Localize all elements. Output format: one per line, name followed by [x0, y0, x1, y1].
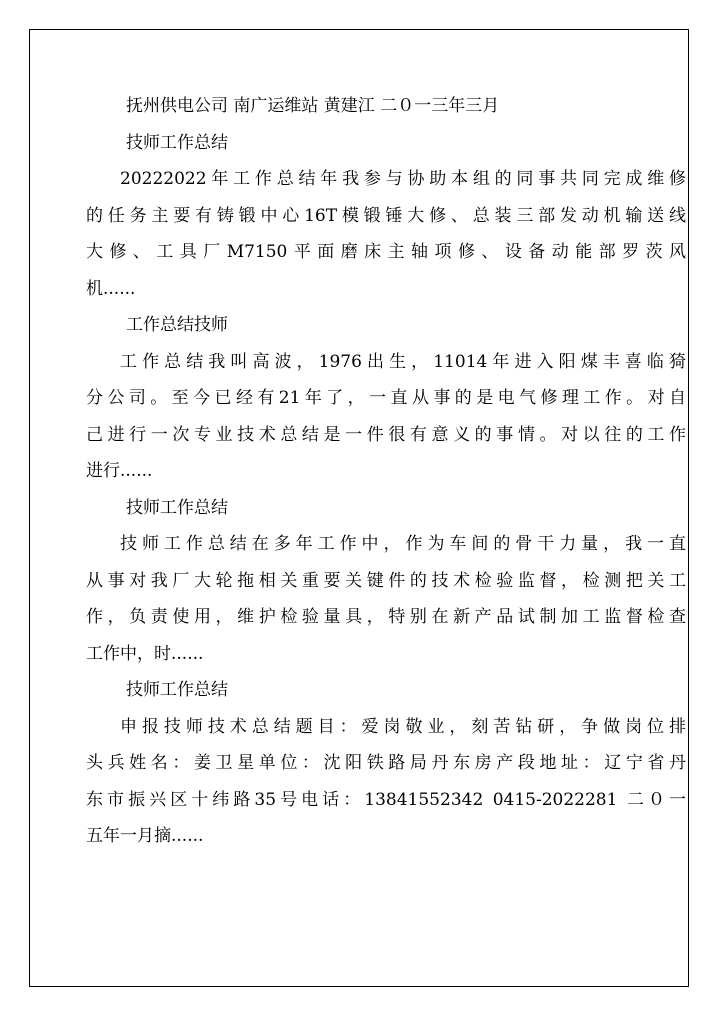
section-heading: 工作总结技师 [126, 315, 228, 335]
paragraph-line: 技师工作总结在多年工作中，作为车间的骨干力量，我一直 [120, 534, 686, 554]
paragraph-line: 申报技师技术总结题目：爱岗敬业，刻苦钻研，争做岗位排 [120, 716, 686, 737]
section-heading: 技师工作总结 [126, 497, 228, 518]
section-heading: 技师工作总结 [126, 680, 228, 700]
paragraph-line: 的任务主要有铸锻中心16T模锻锤大修、总装三部发动机输送线 [86, 205, 686, 226]
paragraph-line: 机...... [86, 278, 136, 299]
paragraph-line: 东市振兴区十纬路35号电话：13841552342 0415-2022281 二０一 [86, 789, 686, 810]
paragraph-line: 五年一月摘...... [86, 826, 204, 846]
paragraph-line: 工作总结我叫高波，1976出生，11014年进入阳煤丰喜临猗 [120, 351, 686, 372]
paragraph-line: 从事对我厂大轮拖相关重要关键件的技术检验监督，检测把关工 [86, 570, 686, 591]
paragraph-line: 作，负责使用，维护检验量具，特别在新产品试制加工监督检查 [86, 607, 686, 627]
section-heading: 技师工作总结 [126, 132, 228, 153]
paragraph-line: 分公司。至今已经有21年了，一直从事的是电气修理工作。对自 [86, 388, 686, 408]
paragraph-line: 大修、工具厂M7150平面磨床主轴项修、设备动能部罗茨风 [86, 242, 686, 262]
document-body [86, 88, 688, 855]
paragraph-line: 工作中，时...... [86, 643, 204, 664]
paragraph-line: 头兵姓名：姜卫星单位：沈阳铁路局丹东房产段地址：辽宁省丹 [86, 753, 686, 773]
author-line: 抚州供电公司 南广运维站 黄建江 二０一三年三月 [126, 96, 500, 116]
paragraph-line: 进行...... [86, 461, 153, 481]
paragraph-line: 20222022年工作总结年我参与协助本组的同事共同完成维修 [120, 169, 686, 189]
paragraph-line: 己进行一次专业技术总结是一件很有意义的事情。对以往的工作 [86, 424, 686, 445]
